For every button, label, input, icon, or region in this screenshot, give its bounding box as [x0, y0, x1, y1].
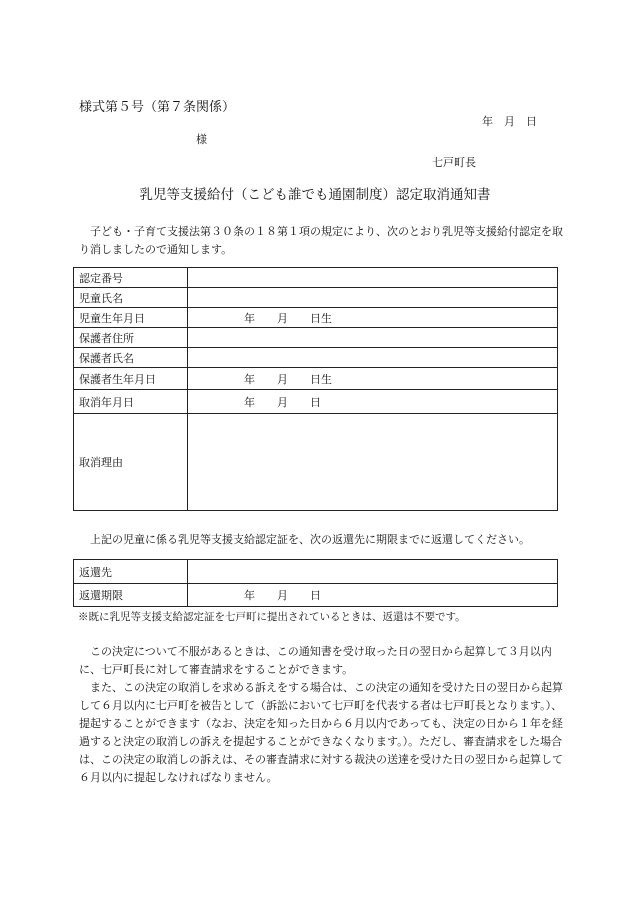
row-label: 返還先 — [74, 560, 188, 584]
issue-date-line: 年 月 日 — [482, 115, 537, 128]
row-value: 年 月 日生 — [188, 368, 558, 390]
row-label: 保護者住所 — [74, 328, 188, 348]
certification-details-table — [73, 267, 558, 511]
row-value: 年 月 日生 — [188, 308, 558, 328]
return-instruction: 上記の児童に係る乳児等支援支給認定証を、次の返還先に期限までに返還してください。 — [90, 533, 530, 546]
row-value: 年 月 日 — [188, 390, 558, 414]
row-value — [188, 328, 558, 348]
intro-paragraph: 子ども・子育て支援法第３０条の１８第１項の規定により、次のとおり乳児等支援給付認定を取り消しましたので通知します。 — [79, 225, 563, 256]
footnote: ※既に乳児等支援支給認定証を七戸町に提出されているときは、返還は不要です。 — [78, 611, 466, 623]
row-label: 取消年月日 — [74, 390, 188, 414]
table-row — [74, 308, 558, 328]
document-title: 乳児等支援給付（こども誰でも通園制度）認定取消通知書 — [139, 187, 491, 203]
table-row — [74, 390, 558, 414]
table-row — [74, 560, 558, 584]
issuer-name: 七戸町長 — [432, 156, 476, 169]
appeal-notice-paragraph: この決定について不服があるときは、この通知書を受け取った日の翌日から起算して３月以内に、七戸町長に対して審査請求をすることができます。 — [79, 645, 552, 676]
row-value — [188, 414, 558, 511]
row-value: 年 月 日 — [188, 584, 558, 607]
form-number: 様式第５号（第７条関係） — [79, 100, 236, 115]
return-details-table — [73, 559, 558, 607]
lawsuit-notice-paragraph: また、この決定の取消しを求める訴えをする場合は、この決定の通知を受けた日の翌日から起算して６月以内に七戸町を被告として（訴訟において七戸町を代表する者は七戸町長となります。）、提起することができます（なお、決定を知った日から６月以内であっても、決定の日から１年を経過すると決定の取消しの訴えを提起することができなくなります。）。ただし、審査請求をした場合は、この決定の取消しの訴えは、その審査請求に対する裁決の送達を受けた日の翌日から起算して６月以内に提起しなければなりません。 — [79, 681, 563, 784]
row-value — [188, 268, 558, 288]
row-value — [188, 348, 558, 368]
row-label: 児童氏名 — [74, 288, 188, 308]
table-row — [74, 328, 558, 348]
row-label: 返還期限 — [74, 584, 188, 607]
row-label: 認定番号 — [74, 268, 188, 288]
row-label: 保護者生年月日 — [74, 368, 188, 390]
table-row — [74, 348, 558, 368]
row-value — [188, 560, 558, 584]
table-row — [74, 288, 558, 308]
row-value — [188, 288, 558, 308]
row-label: 児童生年月日 — [74, 308, 188, 328]
table-row — [74, 584, 558, 607]
row-label: 保護者氏名 — [74, 348, 188, 368]
table-row — [74, 368, 558, 390]
table-row — [74, 414, 558, 511]
row-label: 取消理由 — [74, 414, 188, 511]
table-row — [74, 268, 558, 288]
addressee-suffix: 様 — [196, 133, 207, 146]
